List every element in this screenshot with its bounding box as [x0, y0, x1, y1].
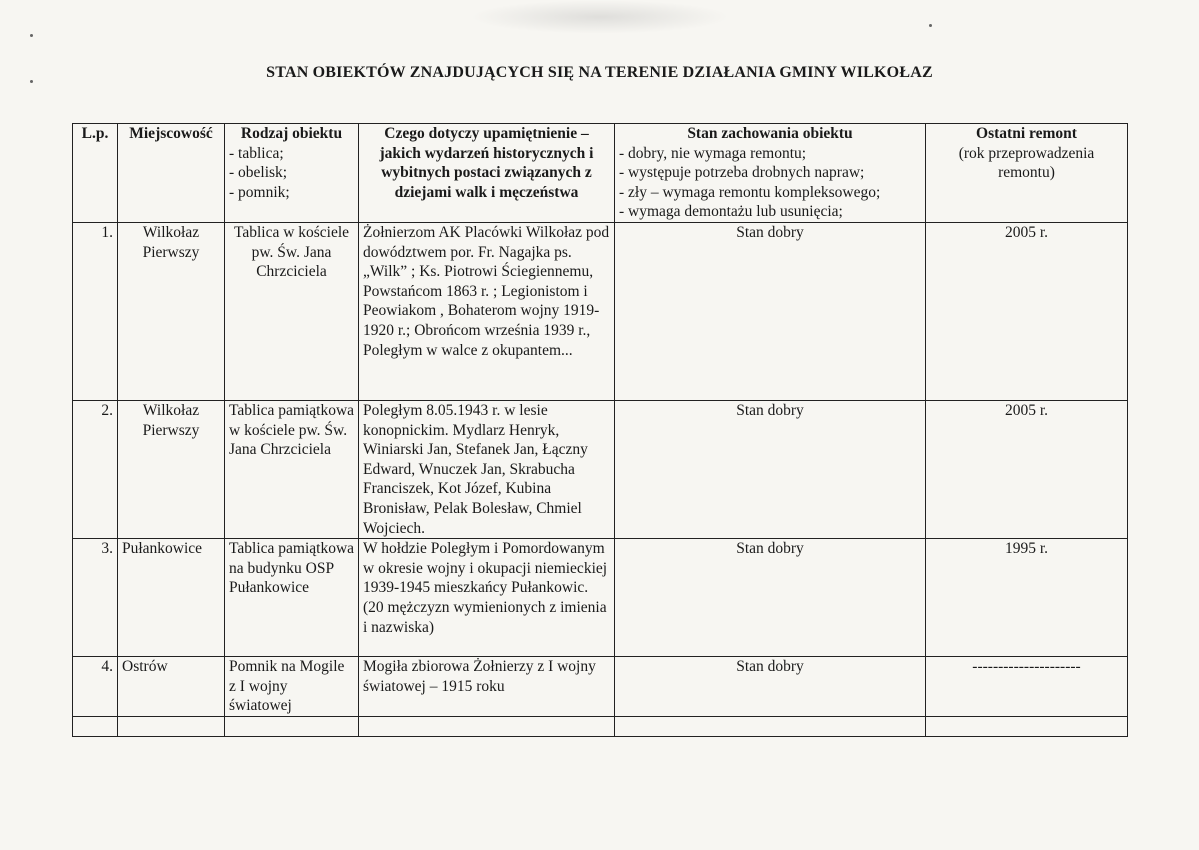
cell-empty [359, 716, 615, 736]
header-stan-option: - dobry, nie wymaga remontu; [619, 144, 807, 162]
header-lp: L.p. [73, 124, 118, 223]
header-stan-title: Stan zachowania obiektu [687, 125, 853, 142]
cell-empty [225, 716, 359, 736]
header-stan-option: - zły – wymaga remontu kompleksowego; [619, 183, 881, 201]
table-row [73, 223, 1128, 401]
header-rodzaj-option: - tablica; [229, 144, 284, 162]
table-row [73, 539, 1128, 657]
header-remont-title: Ostatni remont [976, 125, 1077, 142]
cell-lp: 4. [73, 657, 118, 717]
cell-stan: Stan dobry [615, 223, 926, 401]
header-rodzaj [225, 124, 359, 223]
scan-dot [30, 34, 33, 37]
header-czego: Czego dotyczy upamiętnienie – jakich wydarzeń historycznych i wybitnych postaci związanych z dziejami walk i męczeństwa [359, 124, 615, 223]
cell-stan: Stan dobry [615, 539, 926, 657]
header-remont [926, 124, 1128, 223]
cell-stan: Stan dobry [615, 401, 926, 539]
cell-czego: Żołnierzom AK Placówki Wilkołaz pod dowództwem por. Fr. Nagajka ps. „Wilk” ; Ks. Piotrowi Ściegiennemu, Powstańcom 1863 r. ; Legionistom i Peowiakom , Bohaterom wojny 1919-1920 r.; Obrońcom września 1939 r., Poległym w walce z okupantem... [359, 223, 615, 401]
header-stan-option: - występuje potrzeba drobnych napraw; [619, 164, 865, 182]
cell-remont: --------------------- [926, 657, 1128, 717]
cell-rodzaj: Tablica pamiątkowa w kościele pw. Św. Jana Chrzciciela [225, 401, 359, 539]
header-remont-sub: (rok przeprowadzenia remontu) [958, 144, 1095, 182]
monuments-table [72, 123, 1128, 737]
cell-czego: Poległym 8.05.1943 r. w lesie konopnickim. Mydlarz Henryk, Winiarski Jan, Stefanek Jan, Łączny Edward, Wnuczek Jan, Skrabucha Franciszek, Kot Józef, Kubina Bronisław, Pelak Bolesław, Chmiel Wojciech. [359, 401, 615, 539]
cell-stan: Stan dobry [615, 657, 926, 717]
table-row [73, 657, 1128, 717]
cell-empty [615, 716, 926, 736]
header-miejscowosc: Miejscowość [118, 124, 225, 223]
cell-miejscowosc: Pułankowice [118, 539, 225, 657]
cell-miejscowosc: Wilkołaz Pierwszy [118, 401, 225, 539]
table-row [73, 401, 1128, 539]
cell-lp: 1. [73, 223, 118, 401]
header-rodzaj-title: Rodzaj obiektu [240, 125, 343, 142]
cell-rodzaj: Pomnik na Mogile z I wojny światowej [225, 657, 359, 717]
document-title: STAN OBIEKTÓW ZNAJDUJĄCYCH SIĘ NA TERENIE DZIAŁANIA GMINY WILKOŁAZ [266, 64, 933, 81]
cell-remont: 1995 r. [926, 539, 1128, 657]
cell-remont: 2005 r. [926, 401, 1128, 539]
cell-lp: 2. [73, 401, 118, 539]
header-stan [615, 124, 926, 223]
cell-rodzaj: Tablica w kościele pw. Św. Jana Chrzciciela [225, 223, 359, 401]
scan-dot [929, 24, 932, 27]
table-header-row [73, 124, 1128, 223]
cell-empty [73, 716, 118, 736]
cell-empty [926, 716, 1128, 736]
cell-czego: Mogiła zbiorowa Żołnierzy z I wojny światowej – 1915 roku [359, 657, 615, 717]
cell-czego: W hołdzie Poległym i Pomordowanym w okresie wojny i okupacji niemieckiej 1939-1945 mieszkańcy Pułankowic. (20 mężczyzn wymienionych z imienia i nazwiska) [359, 539, 615, 657]
cell-lp: 3. [73, 539, 118, 657]
cell-miejscowosc: Wilkołaz Pierwszy [118, 223, 225, 401]
cell-rodzaj: Tablica pamiątkowa na budynku OSP Pułankowice [225, 539, 359, 657]
cell-miejscowosc: Ostrów [118, 657, 225, 717]
cell-remont: 2005 r. [926, 223, 1128, 401]
scan-smudge [470, 0, 730, 34]
header-rodzaj-option: - obelisk; [229, 164, 288, 182]
cell-empty [118, 716, 225, 736]
table-row-empty [73, 716, 1128, 736]
header-rodzaj-option: - pomnik; [229, 183, 290, 201]
header-stan-option: - wymaga demontażu lub usunięcia; [619, 203, 843, 221]
